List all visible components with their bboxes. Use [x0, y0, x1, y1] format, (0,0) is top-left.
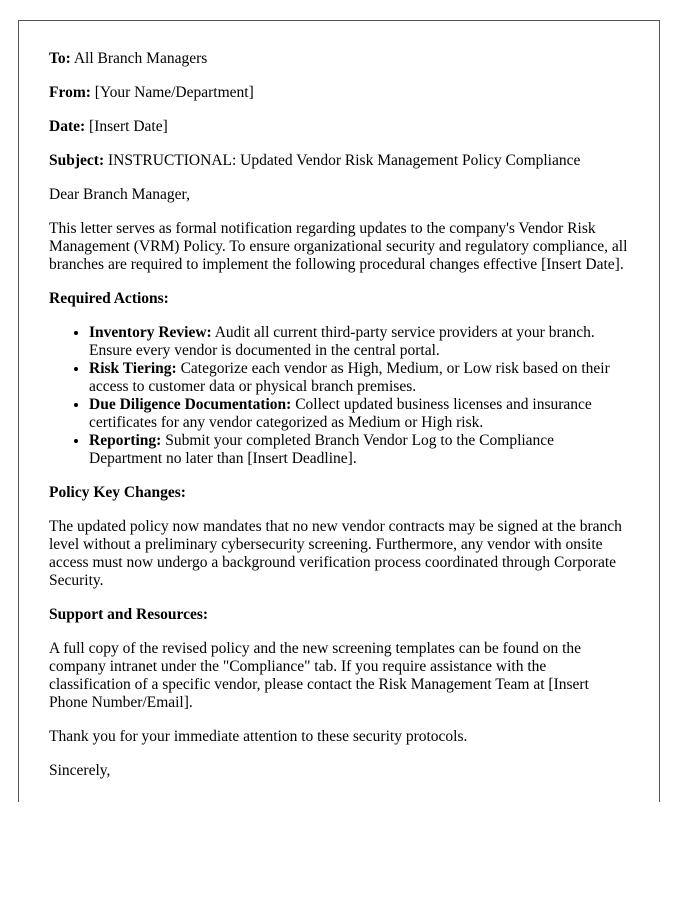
letter-page	[18, 20, 660, 802]
date-label: Date:	[49, 118, 86, 135]
date-line	[49, 118, 629, 136]
signoff: Sincerely,	[49, 762, 111, 779]
list-item	[89, 432, 629, 468]
date-value: [Insert Date]	[89, 118, 168, 135]
from-line	[49, 84, 629, 102]
to-line	[49, 50, 629, 68]
salutation: Dear Branch Manager,	[49, 186, 190, 203]
required-actions-heading: Required Actions:	[49, 290, 169, 307]
action-text: Audit all current third-party service providers at your branch. Ensure every vendor is documented in the central portal.	[89, 324, 595, 359]
action-text: Categorize each vendor as High, Medium, or Low risk based on their access to customer data or physical branch premises.	[89, 360, 610, 395]
list-item	[89, 324, 629, 360]
from-value: [Your Name/Department]	[94, 84, 254, 101]
list-item	[89, 396, 629, 432]
support-paragraph: A full copy of the revised policy and the new screening templates can be found on the company intranet under the "Compliance" tab. If you require assistance with the classification of a specific vendor, please contact the Risk Management Team at [Insert Phone Number/Email].	[49, 640, 589, 711]
letter-content	[19, 21, 659, 780]
support-heading: Support and Resources:	[49, 606, 209, 623]
action-term: Due Diligence Documentation:	[89, 396, 292, 413]
to-label: To:	[49, 50, 71, 67]
action-term: Reporting:	[89, 432, 162, 449]
action-text: Submit your completed Branch Vendor Log to the Compliance Department no later than [Insert Deadline].	[89, 432, 555, 467]
subject-line	[49, 152, 629, 170]
policy-changes-paragraph: The updated policy now mandates that no new vendor contracts may be signed at the branch level without a preliminary cybersecurity screening. Furthermore, any vendor with onsite access must now undergo a background verification process coordinated through Corporate Security.	[49, 518, 622, 589]
action-term: Inventory Review:	[89, 324, 212, 341]
closing-line: Thank you for your immediate attention to these security protocols.	[49, 728, 468, 745]
from-label: From:	[49, 84, 91, 101]
action-term: Risk Tiering:	[89, 360, 177, 377]
policy-changes-heading: Policy Key Changes:	[49, 484, 186, 501]
intro-paragraph: This letter serves as formal notification regarding updates to the company's Vendor Risk Management (VRM) Policy. To ensure organizational security and regulatory compliance, all branches are required to implement the following procedural changes effective [Insert Date].	[49, 220, 628, 273]
subject-label: Subject:	[49, 152, 105, 169]
to-value: All Branch Managers	[73, 50, 208, 67]
action-text: Collect updated business licenses and insurance certificates for any vendor categorized as Medium or High risk.	[89, 396, 592, 431]
subject-value: INSTRUCTIONAL: Updated Vendor Risk Management Policy Compliance	[107, 152, 581, 169]
list-item	[89, 360, 629, 396]
required-actions-list	[49, 324, 629, 468]
